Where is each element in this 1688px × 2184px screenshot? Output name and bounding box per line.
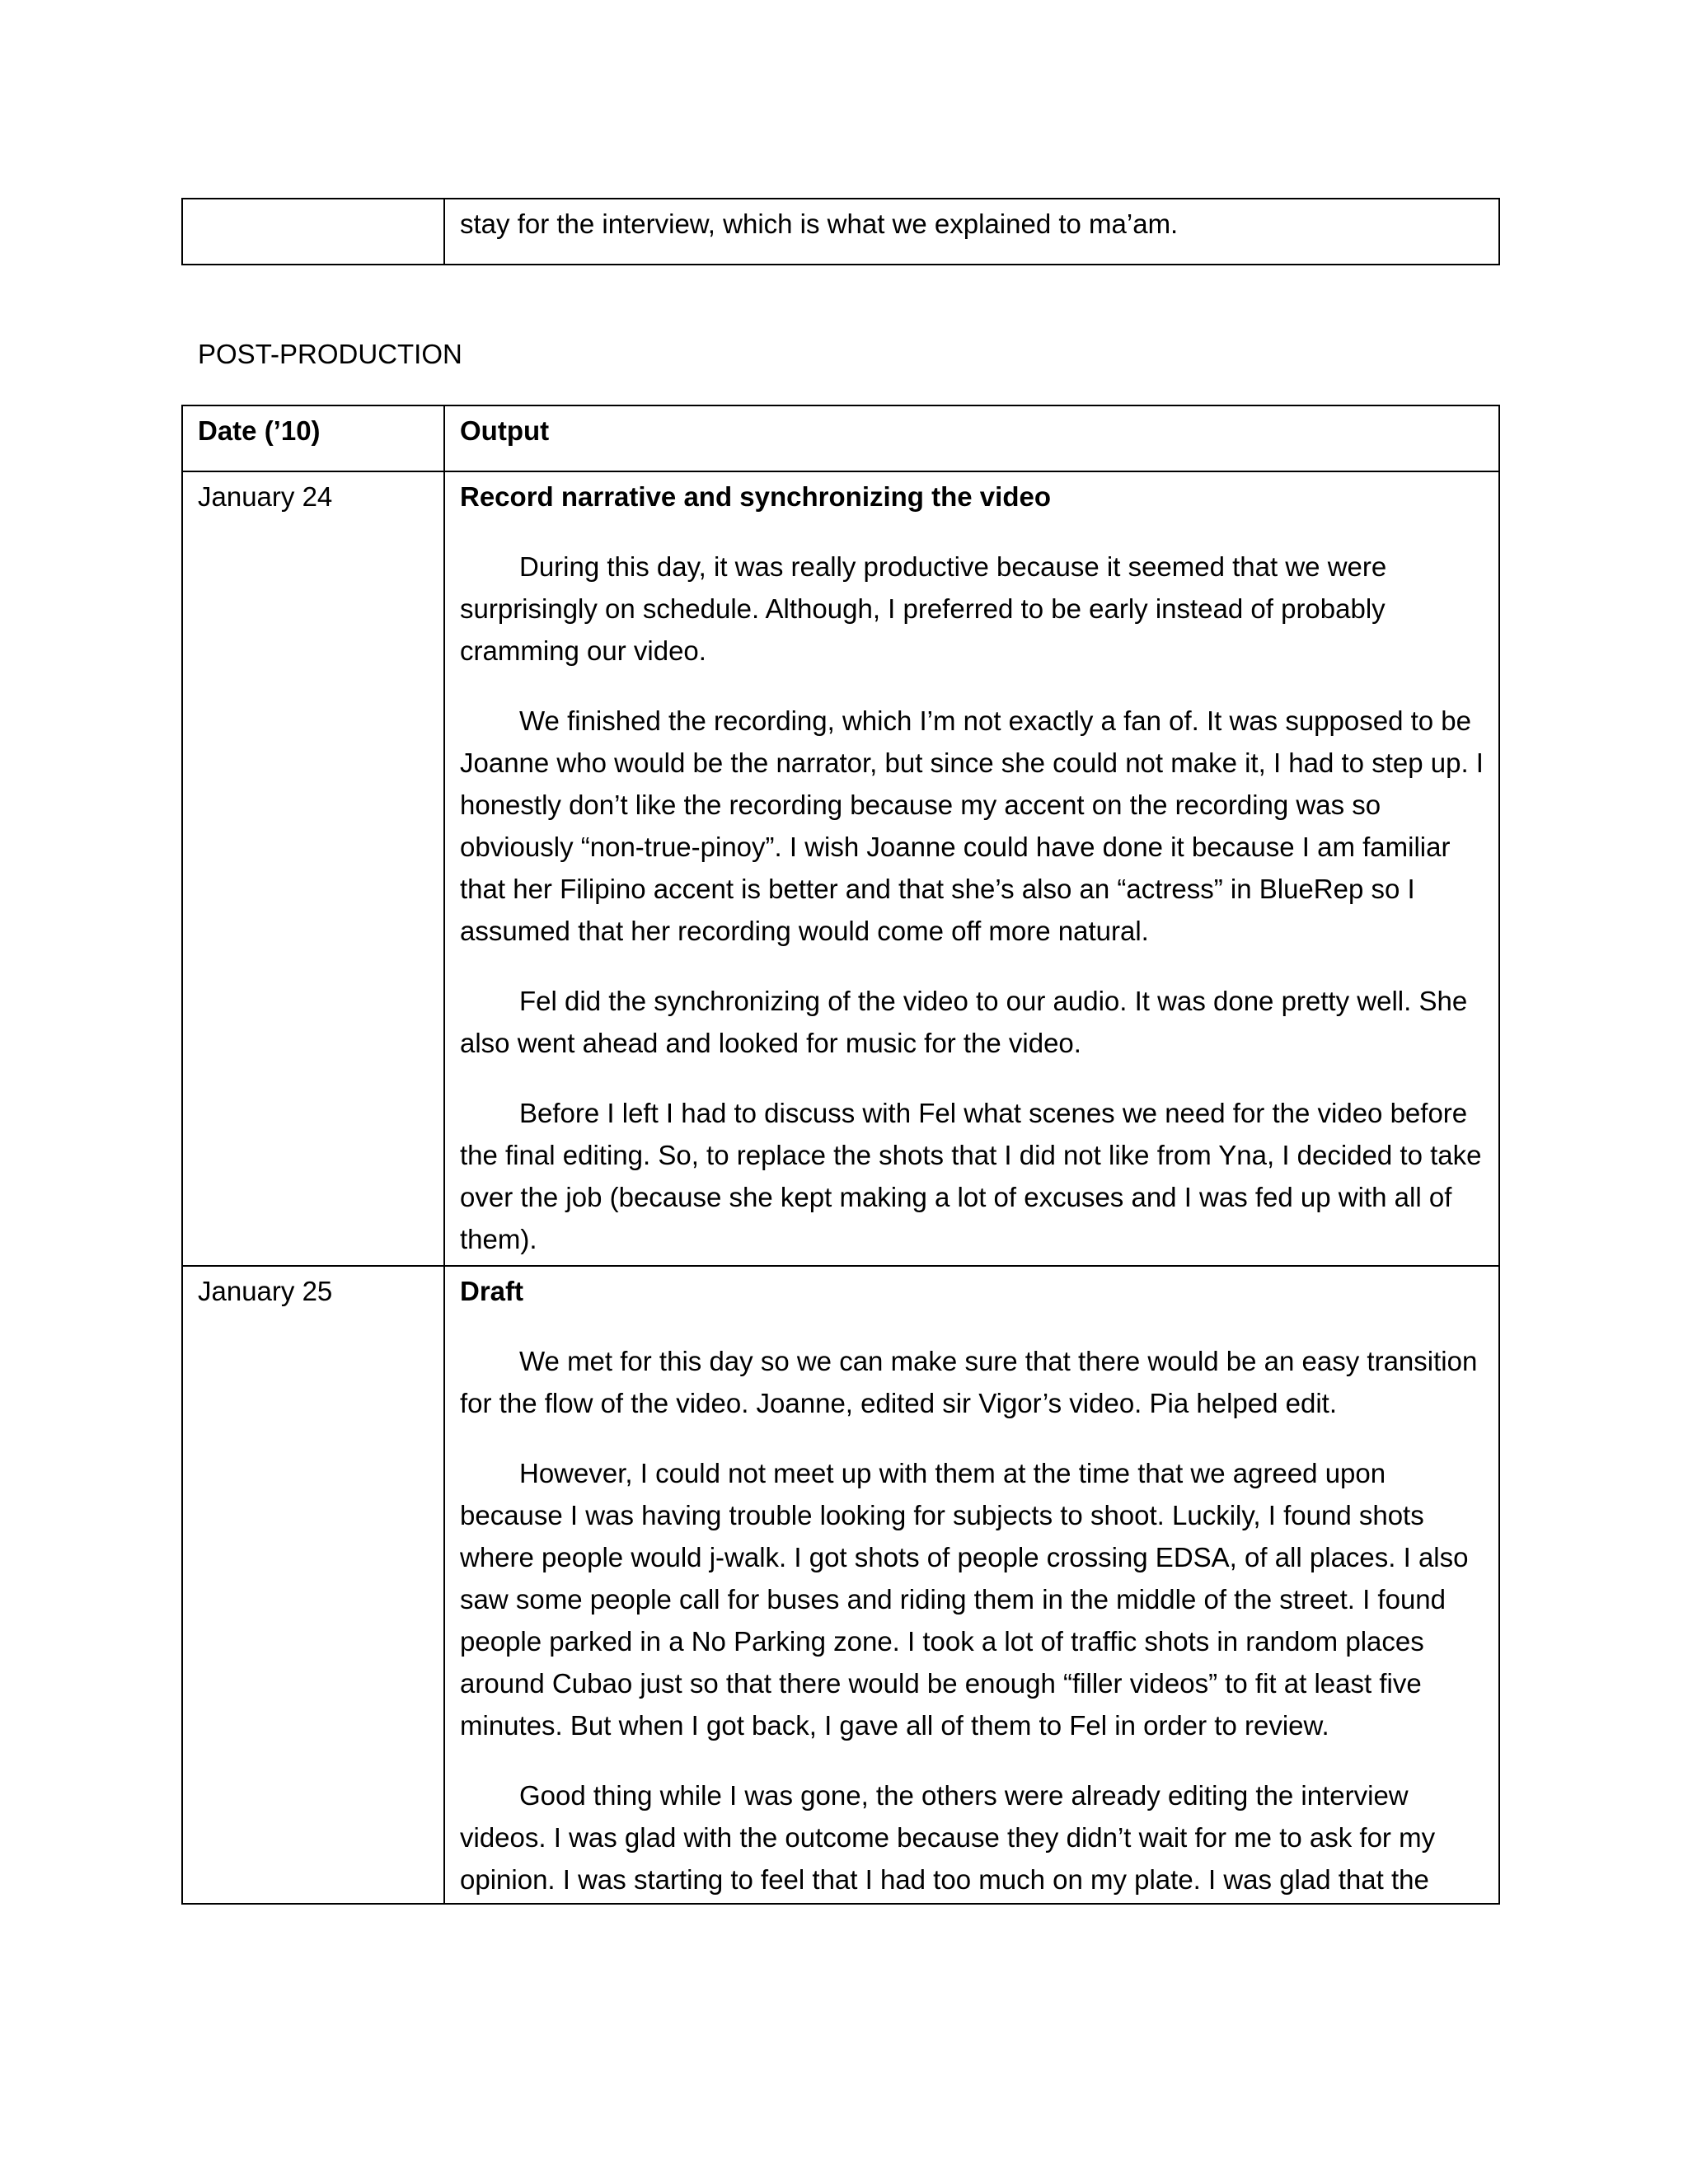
section-heading: POST-PRODUCTION: [198, 339, 462, 369]
output-cell: [444, 471, 1499, 1266]
entry-paragraph: Fel did the synchronizing of the video to our audio. It was done pretty well. She also went ahead and looked for music for the video.: [460, 986, 1468, 1058]
date-cell: January 24: [182, 471, 444, 1266]
table-row: [182, 1266, 1499, 1904]
post-production-table: [181, 405, 1500, 1905]
table-row: [182, 471, 1499, 1266]
entry-paragraph: We finished the recording, which I’m not exactly a fan of. It was supposed to be Joanne who would be the narrator, but since she could not make it, I had to step up. I honestly don’t like the recording because my accent on the recording was so obviously “non-true-pinoy”. I wish Joanne could have done it because I am familiar that her Filipino accent is better and that she’s also an “actress” in BlueRep so I assumed that her recording would come off more natural.: [460, 705, 1484, 946]
date-cell: January 25: [182, 1266, 444, 1904]
table-header-row: [182, 405, 1499, 471]
entry-paragraph: Good thing while I was gone, the others were already editing the interview videos. I was glad with the outcome because they didn’t wait for me to ask for my opinion. I was starting to feel that I had too much on my plate. I was glad that the: [460, 1780, 1436, 1895]
entry-paragraph: However, I could not meet up with them at the time that we agreed upon because I was having trouble looking for subjects to shoot. Luckily, I found shots where people would j-walk. I got shots of people crossing EDSA, of all places. I also saw some people call for buses and riding them in the middle of the street. I found people parked in a No Parking zone. I took a lot of traffic shots in random places around Cubao just so that there would be enough “filler videos” to fit at least five minutes. But when I got back, I gave all of them to Fel in order to review.: [460, 1458, 1469, 1741]
output-cell: stay for the interview, which is what we explained to ma’am.: [444, 199, 1499, 265]
entry-paragraph: We met for this day so we can make sure that there would be an easy transition for the flow of the video. Joanne, edited sir Vigor’s video. Pia helped edit.: [460, 1346, 1478, 1418]
continued-table: [181, 198, 1500, 265]
entry-title: Draft: [460, 1276, 524, 1306]
output-cell: [444, 1266, 1499, 1904]
output-column-header: Output: [444, 405, 1499, 471]
entry-paragraph: During this day, it was really productive because it seemed that we were surprisingly on schedule. Although, I preferred to be early instead of probably cramming our video.: [460, 551, 1387, 666]
table-row: [182, 199, 1499, 265]
date-column-header: Date (’10): [182, 405, 444, 471]
date-cell: [182, 199, 444, 265]
output-cell-content: [460, 1270, 1484, 1896]
entry-paragraph: Before I left I had to discuss with Fel what scenes we need for the video before the final editing. So, to replace the shots that I did not like from Yna, I decided to take over the job (because she kept making a lot of excuses and I was fed up with all of them).: [460, 1098, 1482, 1254]
entry-title: Record narrative and synchronizing the video: [460, 481, 1051, 512]
